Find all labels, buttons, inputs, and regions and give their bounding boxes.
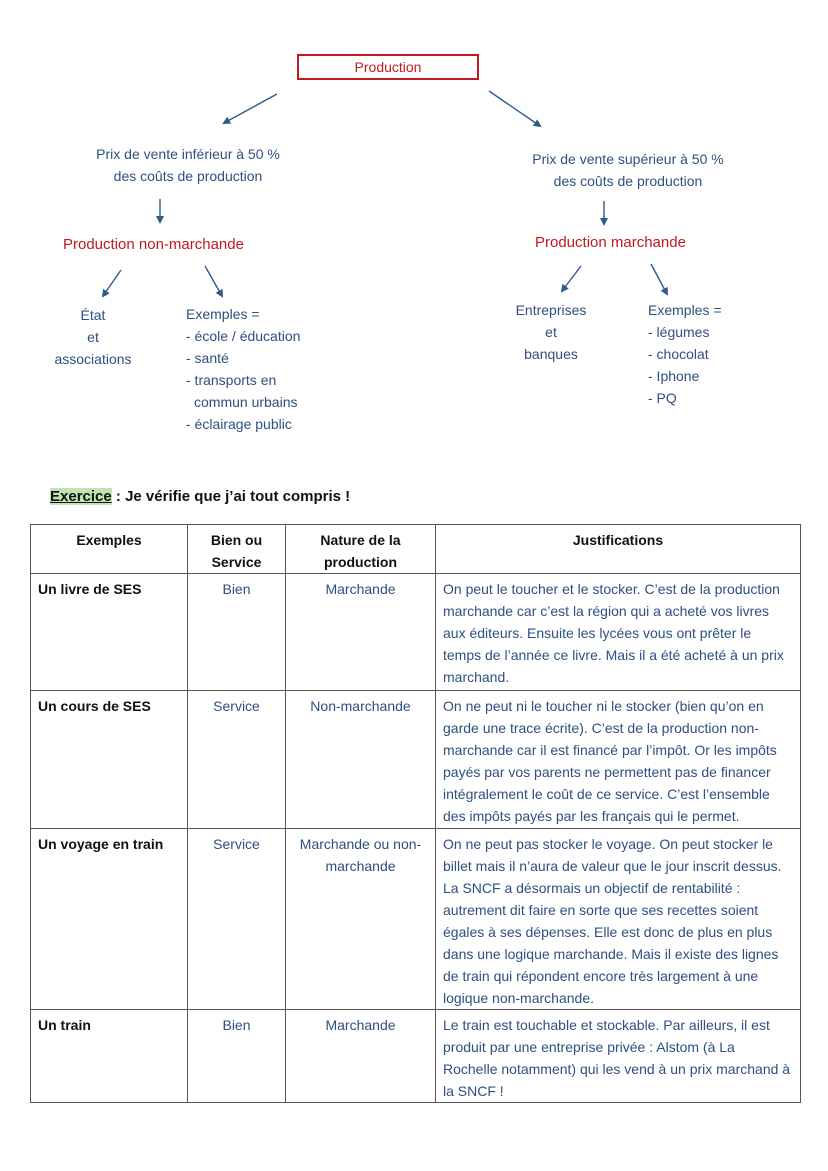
exercise-label: Exercice [50,488,112,505]
right-actor-line-3: banques [524,346,578,362]
right-example-line: Exemples = [648,302,722,318]
arrow-root-right [489,91,540,126]
right-condition-line-2: des coûts de production [553,173,703,189]
cell-type: Service [188,829,286,1010]
right-actor-line-1: Entreprises [515,302,587,318]
right-actors [500,299,602,365]
right-actor-line-2: et [545,324,557,340]
cell-type: Service [188,691,286,829]
left-example-line: commun urbains [194,394,298,410]
cell-nature: Non-marchande [286,691,436,829]
left-production-type: Production non-marchande [63,236,244,253]
table-row [31,829,801,1010]
left-actor-line-3: associations [54,351,132,367]
cell-nature: Marchande [286,1010,436,1103]
cell-example: Un train [31,1010,188,1103]
left-example-line: - transports en [186,372,277,388]
left-condition-line-2: des coûts de production [113,168,263,184]
right-example-line: - Iphone [648,368,700,384]
cell-type: Bien [188,574,286,691]
right-condition [498,148,758,192]
left-examples [186,303,300,435]
exercise-title-text: : Je vérifie que j’ai tout compris ! [111,488,351,505]
arrow-right-examples [651,264,667,294]
left-condition [60,143,316,187]
cell-example: Un cours de SES [31,691,188,829]
left-example-line: - santé [186,350,229,366]
arrow-right-actors [562,266,581,291]
arrow-root-left [224,94,277,123]
cell-nature: Marchande [286,574,436,691]
cell-justification: Le train est touchable et stockable. Par ailleurs, il est produit par une entreprise privée : Alstom (à La Rochelle notamment) qui les vend à un prix marchand à la SNCF ! [436,1010,801,1103]
cell-justification: On peut le toucher et le stocker. C’est de la production marchande car c’est la région qui a acheté vos livres aux éditeurs. Ensuite les lycées vous ont prêter le temps de l’année ce livre. Mais il a été acheté à un prix marchand. [436,574,801,691]
header-exemples: Exemples [31,525,188,574]
left-actor-line-1: État [80,307,106,323]
cell-type: Bien [188,1010,286,1103]
header-bien-ou-service: Bien ou Service [188,525,286,574]
right-examples [648,299,722,409]
left-actors [40,304,146,370]
cell-example: Un livre de SES [31,574,188,691]
table-row [31,1010,801,1103]
right-condition-line-1: Prix de vente supérieur à 50 % [532,151,724,167]
arrow-left-actors [103,270,121,296]
left-actor-line-2: et [87,329,99,345]
left-example-line: - école / éducation [186,328,301,344]
cell-justification: On ne peut pas stocker le voyage. On peut stocker le billet mais il n’aura de valeur que le jour inscrit dessus. La SNCF a désormais un objectif de rentabilité : autrement dit faire en sorte que ses recettes soient égales à ses dépenses. Elle est donc de plus en plus dans une logique marchande. Mais il existe des lignes de train qui répondent encore très largement à une logique non-marchande. [436,829,801,1010]
right-example-line: - PQ [648,390,677,406]
root-node-production: Production [297,54,479,80]
left-condition-line-1: Prix de vente inférieur à 50 % [96,146,280,162]
header-nature: Nature de la production [286,525,436,574]
left-example-line: - éclairage public [186,416,292,432]
right-example-line: - chocolat [648,346,709,362]
exercise-title [50,486,350,508]
cell-example: Un voyage en train [31,829,188,1010]
exercise-table [30,524,801,1103]
right-production-type: Production marchande [535,234,686,251]
header-justifications: Justifications [436,525,801,574]
table-header-row [31,525,801,574]
table-row [31,574,801,691]
left-example-line: Exemples = [186,306,260,322]
cell-justification: On ne peut ni le toucher ni le stocker (bien qu’on en garde une trace écrite). C’est de la production non-marchande car il est financé par l’impôt. Or les impôts payés par vos parents ne permettent pas de financer intégralement le coût de ce service. C’est l’ensemble des impôts payés par les français qui le permet. [436,691,801,829]
arrow-left-examples [205,266,222,296]
cell-nature: Marchande ou non-marchande [286,829,436,1010]
table-row [31,691,801,829]
right-example-line: - légumes [648,324,710,340]
